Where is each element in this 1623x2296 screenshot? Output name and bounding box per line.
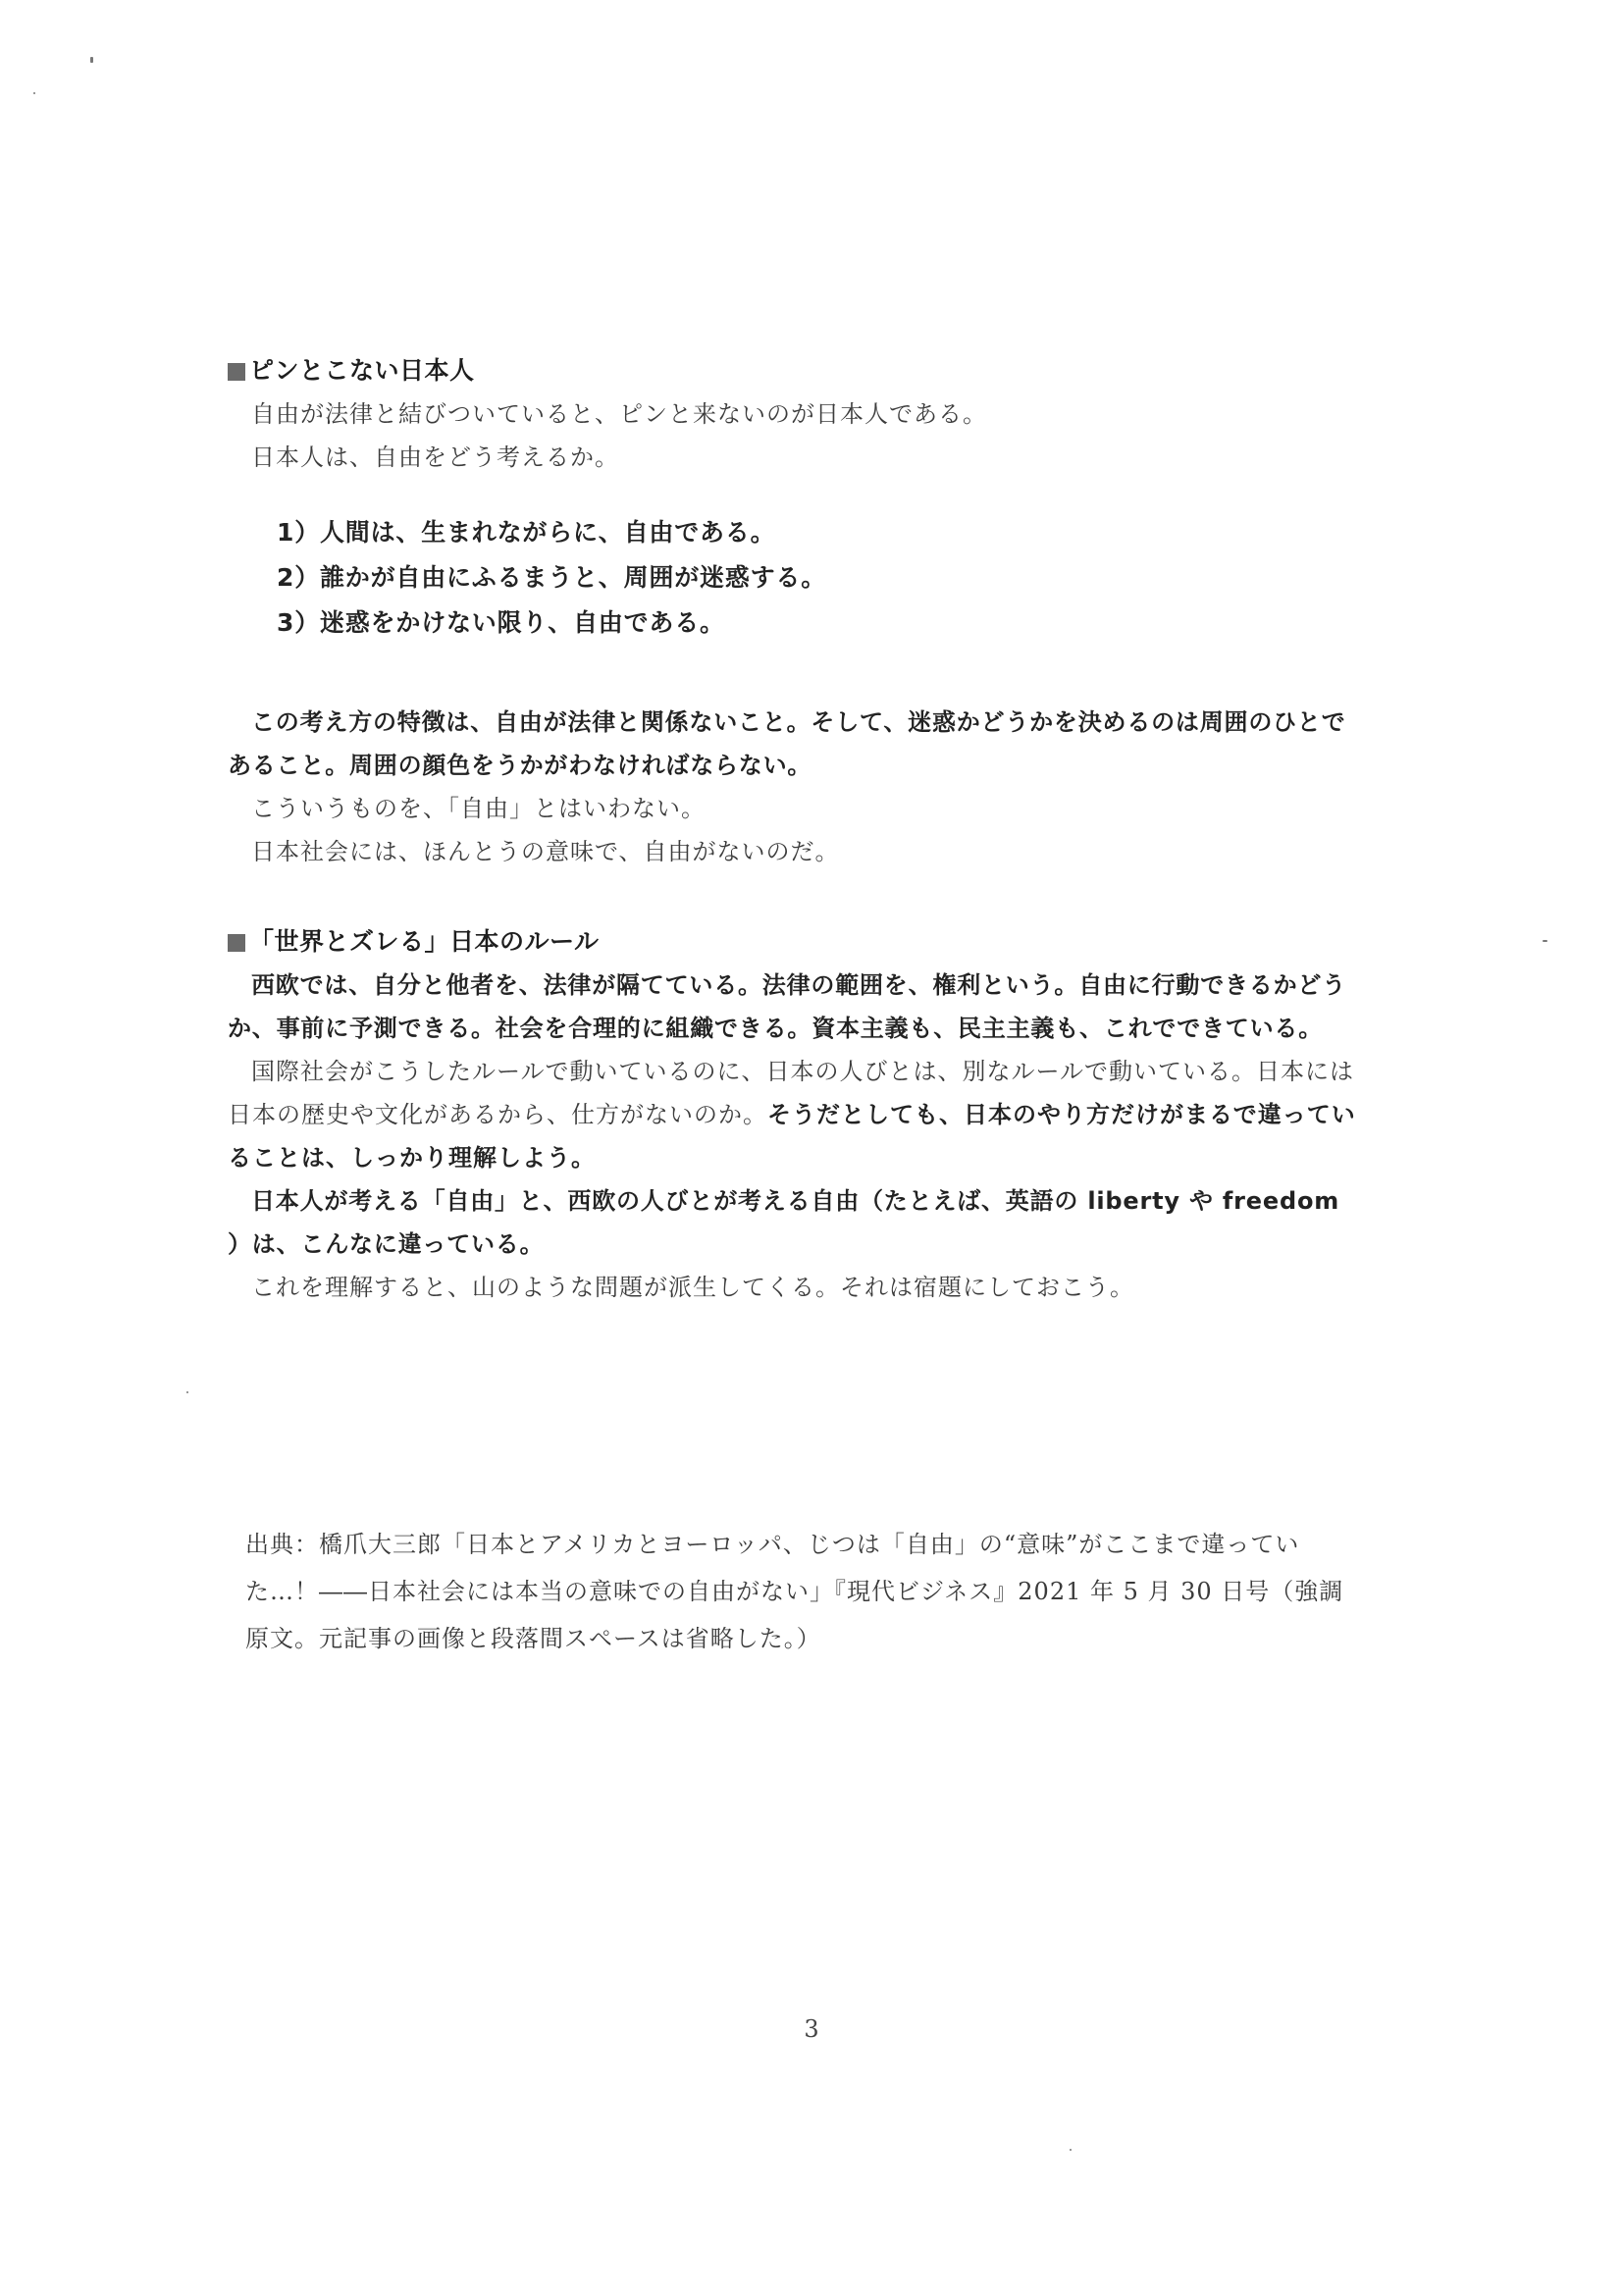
paragraph-normal-text: 国際社会がこうしたルールで動いているのに、日本の人びとは、別なルールで動いている。日本には日本の歴史や文化があるから、仕方がないのか。 xyxy=(228,1058,1355,1128)
section-heading-1: ピンとこない日本人 xyxy=(228,349,1356,392)
scan-speck xyxy=(33,92,35,94)
source-citation: 出典：橋爪大三郎「日本とアメリカとヨーロッパ、じつは「自由」の“意味”がここまで違っていた…！――日本社会には本当の意味での自由がない」『現代ビジネス』2021 年 5 月 30 日号（強調原文。元記事の画像と段落間スペースは省略した。） xyxy=(245,1531,1344,1652)
scan-speck xyxy=(1543,940,1547,942)
page-number: 3 xyxy=(804,2015,819,2043)
numbered-list xyxy=(277,510,1356,646)
paragraph: 日本人は、自由をどう考えるか。 xyxy=(251,444,619,471)
mixed-paragraph xyxy=(228,1050,1356,1179)
bold-paragraph: 日本人が考える「自由」と、西欧の人びとが考える自由（たとえば、英語の liberty や freedom ）は、こんなに違っている。 xyxy=(228,1187,1340,1258)
list-item: 1）人間は、生まれながらに、自由である。 xyxy=(277,518,776,547)
bold-paragraph: この考え方の特徴は、自由が法律と関係ないこと。そして、迷惑かどうかを決めるのは周囲のひとであること。周囲の顔色をうかがわなければならない。 xyxy=(228,708,1346,779)
list-item: 2）誰かが自由にふるまうと、周囲が迷惑する。 xyxy=(277,563,826,592)
scan-speck xyxy=(90,57,93,63)
scan-speck xyxy=(186,1391,188,1393)
square-bullet-icon xyxy=(228,363,245,381)
paragraph: 日本社会には、ほんとうの意味で、自由がないのだ。 xyxy=(251,838,840,865)
article-body xyxy=(228,349,1356,1309)
paragraph: これを理解すると、山のような問題が派生してくる。それは宿題にしておこう。 xyxy=(251,1274,1134,1301)
paragraph: 自由が法律と結びついていると、ピンと来ないのが日本人である。 xyxy=(251,400,987,428)
list-item: 3）迷惑をかけない限り、自由である。 xyxy=(277,608,725,637)
scan-speck xyxy=(1070,2149,1072,2151)
section-heading-2: 「世界とズレる」日本のルール xyxy=(228,920,1356,964)
bold-paragraph: 西欧では、自分と他者を、法律が隔てている。法律の範囲を、権利という。自由に行動できるかどうか、事前に予測できる。社会を合理的に組織できる。資本主義も、民主主義も、これでできている。 xyxy=(228,971,1346,1042)
square-bullet-icon xyxy=(228,934,245,952)
paragraph-bold-text: そうだとしても、日本のやり方だけがまるで違っていることは、しっかり理解しよう。 xyxy=(228,1101,1356,1172)
paragraph: こういうものを、「自由」とはいわない。 xyxy=(251,795,706,822)
